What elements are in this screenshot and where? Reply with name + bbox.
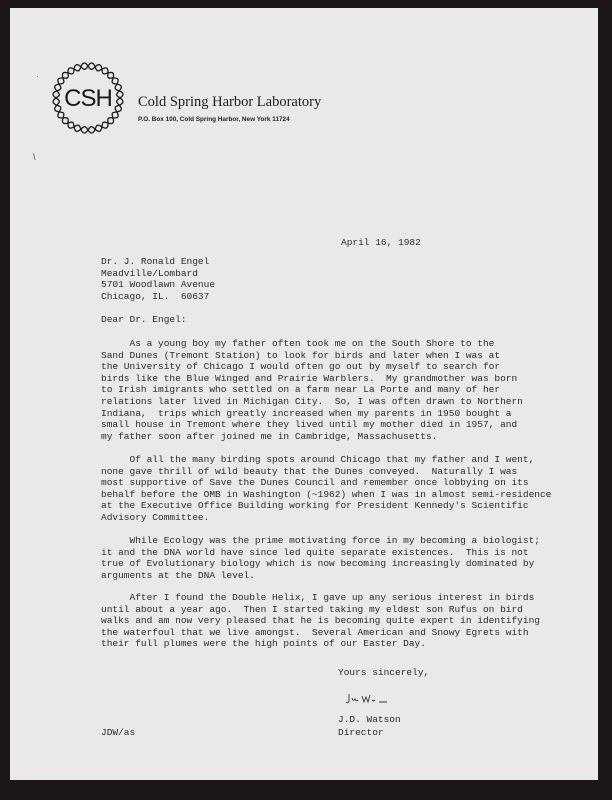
scan-dot: · [36, 72, 39, 81]
organization-name: Cold Spring Harbor Laboratory [138, 94, 322, 110]
organization-address: P.O. Box 100, Cold Spring Harbor, New York 11724 [138, 116, 290, 123]
paragraph-4: After I found the Double Helix, I gave up any serious interest in birds until about a year ago. Then I started taking my eldest son Rufus on bird walks and am now very pleased that he is becoming quite expert in identifying the waterfoul that we live amongst. Several American and Snowy Egrets with their full plumes were the high points of our Easter Day. [101, 592, 540, 650]
csh-logo [50, 60, 126, 136]
paragraph-2: Of all the many birding spots around Chicago that my father and I went, none gave thrill of wild beauty that the Dunes conveyed. Naturally I was most supportive of Save the Dunes Council and remember once lobbying on its behalf before the OMB in Washington (~1962) when I was in almost semi-residence at the Executive Office Building working for President Kennedy's Scientific Advisory Committee. [101, 454, 552, 523]
paragraph-3: While Ecology was the prime motivating force in my becoming a biologist; it and the DNA world have since led quite separate existences. This is not true of Evolutionary biology which is now becoming increasingly dominated by arguments at the DNA level. [101, 535, 540, 581]
signer-title: Director [338, 727, 384, 738]
recipient-address: Dr. J. Ronald Engel Meadville/Lombard 5701 Woodlawn Avenue Chicago, IL. 60637 [101, 256, 216, 302]
scan-mark: \ [33, 152, 36, 162]
svg-text:CSH: CSH [64, 85, 112, 112]
typist-initials: JDW/as [101, 727, 136, 738]
closing: Yours sincerely, [338, 667, 430, 678]
signer-name: J.D. Watson [338, 714, 401, 725]
letter-date: April 16, 1982 [341, 237, 421, 248]
handwritten-signature [345, 690, 395, 706]
paragraph-1: As a young boy my father often took me on the South Shore to the Sand Dunes (Tremont Station) to look for birds and later when I was at the University of Chicago I would often go out by myself to search for birds like the Blue Winged and Prairie Warblers. My grandmother was born to Irish imigrants who settled on a farm near La Porte and many of her relations later lived in Michigan City. So, I was often drawn to Northern Indiana, trips which greatly increased when my parents in 1950 bought a small house in Tremont where they lived until my mother died in 1957, and my father soon after joined me in Cambridge, Massachusetts. [101, 338, 523, 442]
salutation: Dear Dr. Engel: [101, 314, 187, 325]
